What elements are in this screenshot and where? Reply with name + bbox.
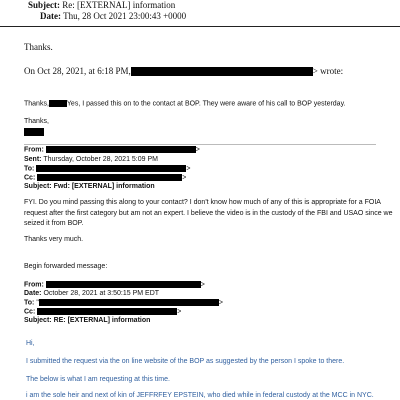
header-divider (0, 26, 400, 27)
fwd-subject-row (24, 317, 150, 324)
fwd-date-value: October 28, 2021 at 3:50:15 PM EDT (43, 290, 160, 297)
fwd-date-row (24, 290, 159, 297)
email2-separator (24, 144, 376, 145)
redaction-email2-from (46, 146, 196, 153)
redaction-email1-name (49, 100, 67, 107)
email1-thanks-rest: Yes, I passed this on to the contact at BOP. They were aware of his call to BOP yesterday. (66, 100, 346, 108)
header-date-row (40, 11, 186, 21)
email2-from-angle: > (195, 146, 200, 154)
header-subject-row (28, 0, 175, 10)
email2-sent-row (24, 156, 158, 163)
redaction-email2-to (36, 165, 186, 172)
header-date-label: Date: (40, 11, 61, 21)
redaction-quote-sender (131, 67, 313, 76)
fwd-cc-label: Cc: (24, 308, 36, 316)
letter-greeting: Hi, (26, 340, 35, 347)
fwd-to-quote: " (36, 299, 39, 307)
email1-thanks-line (24, 100, 346, 107)
email2-subject-label: Subject: (24, 183, 52, 190)
fwd-to-angle: > (218, 299, 223, 307)
reply-thanks: Thanks. (24, 42, 53, 52)
header-subject-label: Subject: (28, 0, 60, 10)
redaction-fwd-to (39, 299, 219, 306)
email2-body-line3: seized it from BOP. (24, 220, 84, 227)
fwd-to-row (24, 299, 223, 306)
fwd-subject-label: Subject: (24, 317, 52, 324)
email2-cc-label: Cc: (24, 174, 36, 182)
email1-signoff: Thanks, (24, 118, 49, 125)
email2-subject-value: Fwd: [EXTERNAL] information (53, 183, 155, 190)
email2-to-row (24, 165, 190, 172)
redaction-fwd-from (46, 281, 201, 288)
email2-to-label: To: (24, 165, 35, 173)
fwd-cc-row (24, 308, 181, 315)
fwd-date-label: Date: (24, 290, 42, 297)
letter-para1: I submitted the request via the on line website of the BOP as suggested by the person I spoke to there. (26, 358, 345, 365)
quote-prefix: On Oct 28, 2021, at 6:18 PM, (24, 66, 131, 76)
fwd-to-label: To: (24, 299, 35, 307)
forward-intro: Begin forwarded message: (24, 263, 108, 270)
fwd-from-label: From: (24, 281, 44, 289)
email1-thanks-prefix: Thanks, (24, 100, 49, 108)
email2-sent-label: Sent: (24, 156, 42, 163)
fwd-cc-angle: > (177, 308, 182, 316)
quote-line (24, 66, 343, 76)
email2-body-line2: request after the first category but am not an expert. I believe the video is in the custody of the FBI and USAO since we (24, 210, 393, 217)
email2-to-angle: > (186, 165, 191, 173)
header-subject-value: Re: [EXTERNAL] information (62, 0, 176, 10)
redaction-email2-cc (37, 174, 182, 181)
email2-from-label: From: (24, 146, 44, 154)
quote-suffix: > wrote: (312, 66, 344, 76)
letter-para3: i am the sole heir and next of kin of JEFFRFEY EPSTEIN, who died while in federal custody at the MCC in NYC. (26, 392, 374, 399)
email2-thanks: Thanks very much. (24, 236, 84, 243)
header-date-value: Thu, 28 Oct 2021 23:00:43 +0000 (63, 11, 187, 21)
email2-body-line1: FYI. Do you mind passing this along to your contact? I don't know how much of any of this is appropriate for a FOIA (24, 199, 381, 206)
email2-cc-angle: > (182, 174, 187, 182)
fwd-from-row (24, 281, 205, 288)
fwd-from-angle: > (200, 281, 205, 289)
email2-from-row (24, 146, 200, 153)
email2-subject-row (24, 183, 155, 190)
redaction-fwd-cc (37, 308, 177, 315)
email2-cc-row (24, 174, 186, 181)
email2-sent-value: Thursday, October 28, 2021 5:09 PM (43, 156, 158, 163)
letter-para2: The below is what I am requesting at this time. (26, 376, 170, 383)
fwd-subject-value: RE: [EXTERNAL] information (53, 317, 151, 324)
redaction-email1-signature (24, 128, 44, 136)
